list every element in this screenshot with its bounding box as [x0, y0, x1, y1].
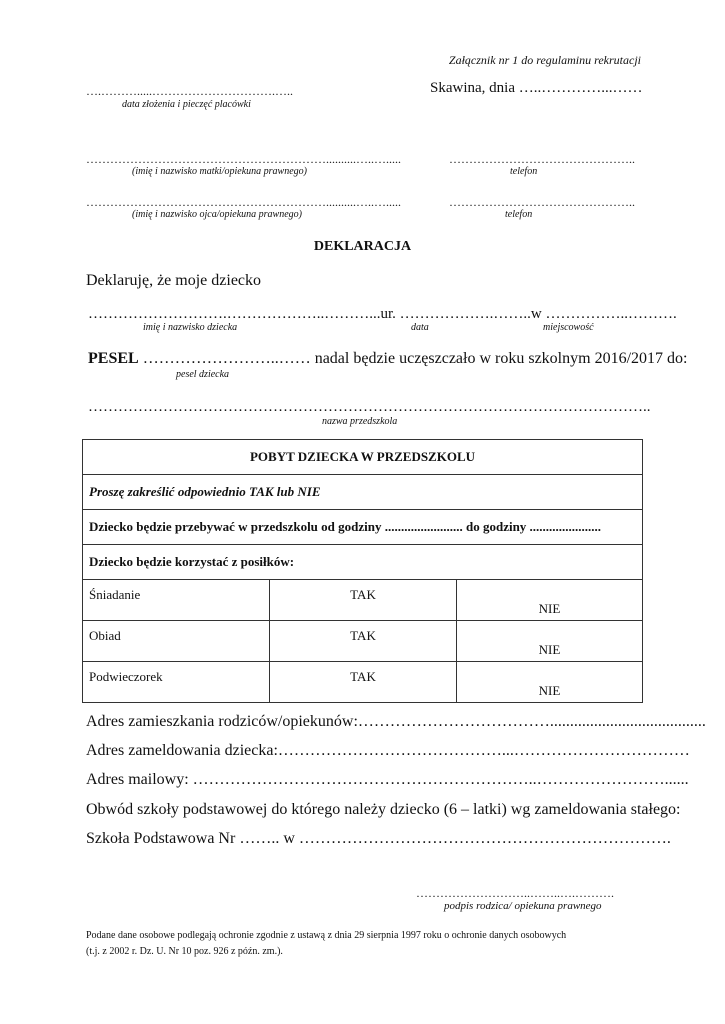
submission-date-caption: data złożenia i pieczęć placówki [122, 99, 251, 110]
school-district-line: Obwód szkoły podstawowej do którego należy dziecko (6 – latki) wg zameldowania stałego: [86, 801, 681, 818]
meal-name: Śniadanie [83, 580, 270, 621]
father-phone-caption: telefon [505, 209, 533, 220]
signature-line: ………………………..……..….………. [416, 886, 614, 900]
pesel-label: PESEL [88, 350, 139, 367]
email-address-line: Adres mailowy: ………………………………………………………..……………………...... [86, 771, 689, 788]
place-date: Skawina, dnia …..…………...…… [430, 80, 643, 96]
pesel-line: ……………………..…… nadal będzie uczęszczało w roku szkolnym 2016/2017 do: [138, 350, 688, 367]
meal-no-option[interactable]: NIE [457, 621, 643, 662]
signature-caption: podpis rodzica/ opiekuna prawnego [444, 900, 602, 912]
meal-yes-option[interactable]: TAK [270, 580, 457, 621]
table-row [83, 621, 643, 662]
mother-name-caption: (imię i nazwisko matki/opiekuna prawnego) [132, 166, 307, 177]
parents-address-line: Adres zamieszkania rodziców/opiekunów:………………………………....................................... [86, 713, 706, 730]
father-phone-line: ……………………………………….. [449, 195, 635, 209]
pesel-row [88, 350, 687, 368]
school-number-line: Szkoła Podstawowa Nr …….. w ……………………………………………………………. [86, 830, 671, 847]
data-protection-note-line2: (t.j. z 2002 r. Dz. U. Nr 10 poz. 926 z późn. zm.). [86, 946, 283, 957]
meal-name: Podwieczorek [83, 662, 270, 703]
father-name-line: ……………………………………………………..........…..…..... [86, 195, 401, 209]
annex-note: Załącznik nr 1 do regulaminu rekrutacji [448, 53, 641, 67]
table-row [83, 662, 643, 703]
father-name-caption: (imię i nazwisko ojca/opiekuna prawnego) [132, 209, 302, 220]
meal-yes-option[interactable]: TAK [270, 621, 457, 662]
meals-header: Dziecko będzie korzystać z posiłków: [83, 545, 643, 580]
submission-date-line: ….……….....………………………….….. [86, 84, 293, 98]
kindergarten-caption: nazwa przedszkola [322, 416, 398, 427]
mother-phone-caption: telefon [510, 166, 538, 177]
birth-place-caption: miejscowość [543, 322, 594, 333]
stay-hours-row: Dziecko będzie przebywać w przedszkolu od godziny ........................ do godziny ...................... [83, 510, 643, 545]
stay-table-title: POBYT DZIECKA W PRZEDSZKOLU [83, 440, 643, 475]
child-address-line: Adres zameldowania dziecka:……………………………………...…………………………… [86, 742, 690, 759]
table-row [83, 580, 643, 621]
child-details-line: ……………………….………………..………...ur. ……………….……..w ……………..………. [88, 306, 677, 322]
declaration-title: DEKLARACJA [313, 239, 412, 254]
mother-name-line: ……………………………………………………..........…..…..... [86, 152, 401, 166]
stay-table-instruction: Proszę zakreślić odpowiednio TAK lub NIE [83, 475, 643, 510]
pesel-caption: pesel dziecka [176, 369, 230, 380]
child-name-caption: imię i nazwisko dziecka [143, 322, 238, 333]
meal-no-option[interactable]: NIE [457, 662, 643, 703]
meal-yes-option[interactable]: TAK [270, 662, 457, 703]
declaration-intro: Deklaruję, że moje dziecko [86, 272, 262, 289]
data-protection-note-line1: Podane dane osobowe podlegają ochronie zgodnie z ustawą z dnia 29 sierpnia 1997 roku o ochronie danych osobowych [86, 930, 567, 941]
stay-table [82, 439, 643, 703]
meal-name: Obiad [83, 621, 270, 662]
meal-no-option[interactable]: NIE [457, 580, 643, 621]
birth-date-caption: data [411, 322, 429, 333]
kindergarten-line: ………………………………………………………………………………………………….. [88, 399, 651, 415]
mother-phone-line: ……………………………………….. [449, 152, 635, 166]
